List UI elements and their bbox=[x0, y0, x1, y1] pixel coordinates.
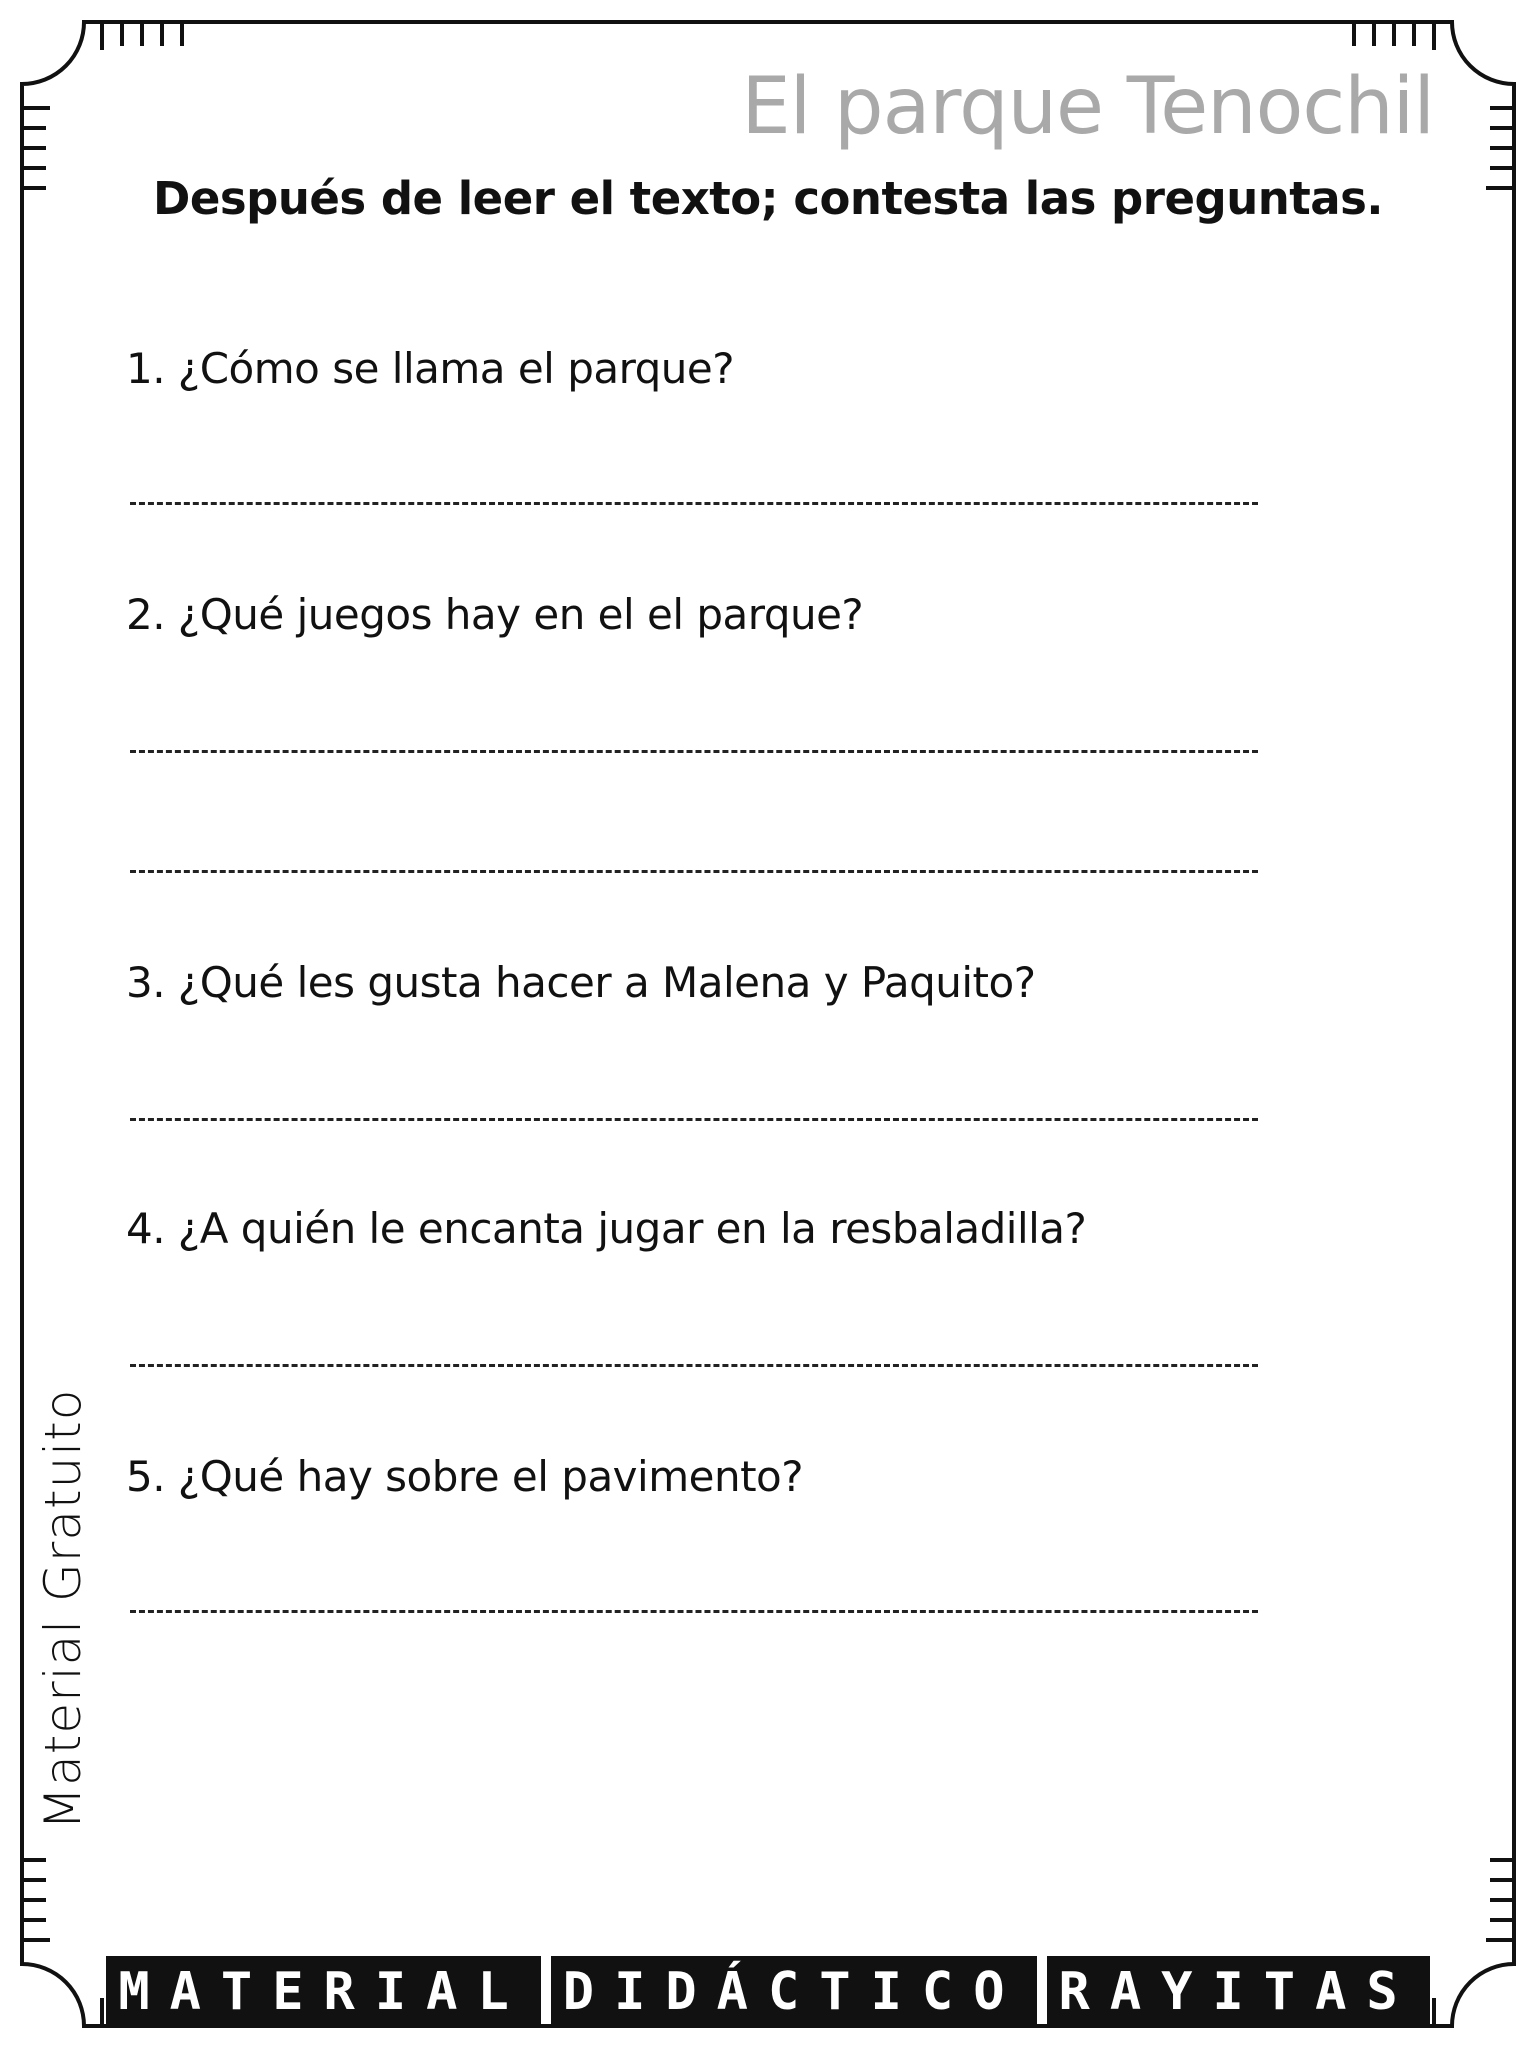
answer-line-5[interactable] bbox=[130, 1610, 1258, 1613]
answer-line-1[interactable] bbox=[130, 502, 1258, 505]
question-2: 2. ¿Qué juegos hay en el el parque? bbox=[126, 590, 864, 639]
answer-line-2a[interactable] bbox=[130, 750, 1258, 753]
footer-banner bbox=[0, 1956, 1536, 2028]
answer-line-2b[interactable] bbox=[130, 870, 1258, 873]
question-1: 1. ¿Cómo se llama el parque? bbox=[126, 344, 735, 393]
side-label: Material Gratuito bbox=[34, 1388, 92, 1830]
answer-line-3[interactable] bbox=[130, 1118, 1258, 1121]
footer-word-didactico: DIDÁCTICO bbox=[551, 1956, 1037, 2028]
worksheet-title: El parque Tenochil bbox=[741, 62, 1434, 152]
question-3: 3. ¿Qué les gusta hacer a Malena y Paquito? bbox=[126, 958, 1036, 1007]
footer-word-material: MATERIAL bbox=[106, 1956, 540, 2028]
question-5: 5. ¿Qué hay sobre el pavimento? bbox=[126, 1452, 804, 1501]
question-4: 4. ¿A quién le encanta jugar en la resbaladilla? bbox=[126, 1204, 1087, 1253]
answer-line-4[interactable] bbox=[130, 1364, 1258, 1367]
instructions: Después de leer el texto; contesta las preguntas. bbox=[152, 172, 1384, 225]
footer-word-rayitas: RAYITAS bbox=[1047, 1956, 1430, 2028]
